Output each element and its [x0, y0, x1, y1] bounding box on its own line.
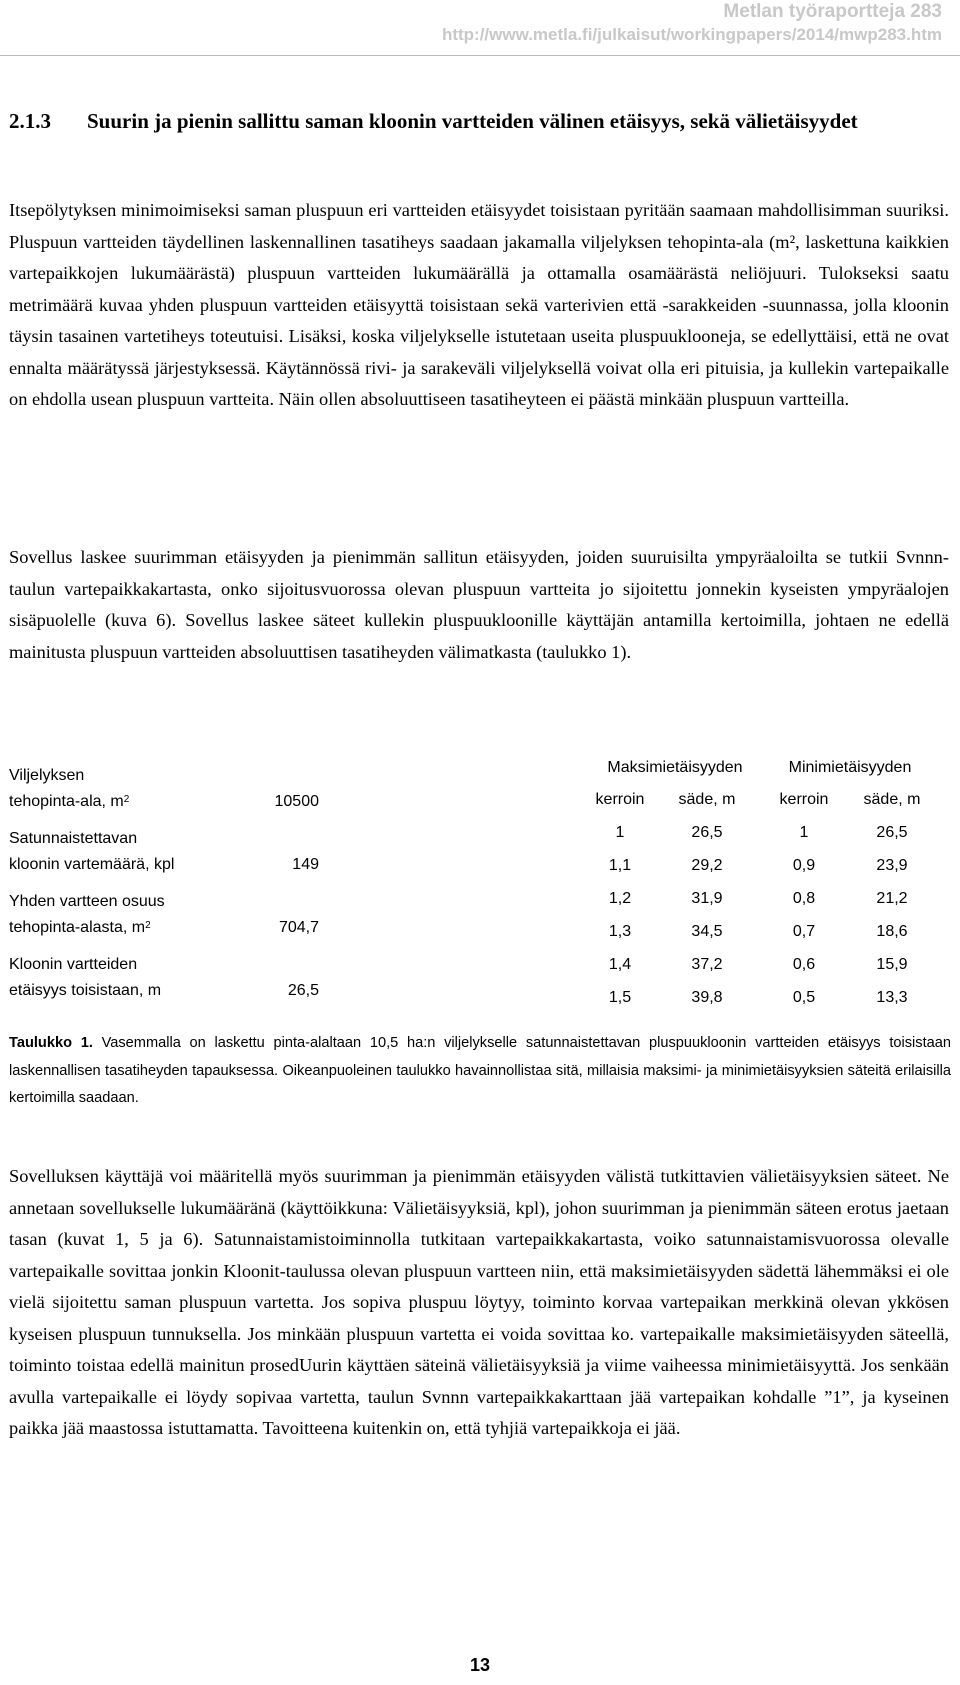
table-cell: 1: [799, 824, 809, 841]
table-cell: 0,9: [792, 857, 816, 874]
table-cell: 0,5: [792, 989, 816, 1006]
table-cell: 34,5: [691, 923, 723, 940]
table-cell: 1,4: [608, 956, 632, 973]
paragraph-1: Itsepölytyksen minimoimiseksi saman pluspuun eri vartteiden etäisyydet toisistaan pyritään saamaan mahdollisimman suuriksi. Pluspuun vartteiden täydellinen laskennallinen tasatiheys saadaan jakamalla viljelyksen tehopinta-ala (m², laskettuna kaikkien vartepaikkojen lukumäärästä) pluspuun vartteiden lukumäärällä ja ottamalla osamäärästä neliöjuuri. Tulokseksi saatu metrimäärä kuvaa yhden pluspuun vartteiden etäisyyttä toisistaan sekä varterivien että -sarakkeiden -suunnassa, jolla kloonin täysin tasainen vartetiheys toteutuisi. Lisäksi, koska viljelykselle istutetaan useita pluspuuklooneja, se edellyttäisi, että ne ovat ennalta määrätyssä järjestyksessä. Käytännössä rivi- ja sarakeväli viljelyksellä voivat olla eri pituisia, ja kullekin vartepaikalle on ehdolla usean pluspuun vartteita. Näin ollen absoluuttiseen tasatiheyteen ei päästä minkään pluspuun vartteilla.: [9, 200, 949, 409]
column-header: säde, m: [678, 791, 736, 808]
table-cell: 37,2: [691, 956, 723, 973]
left-table-row: [9, 763, 319, 815]
table-row: [588, 849, 938, 882]
column-header: kerroin: [779, 791, 829, 808]
min-distance-header: Minimietäisyyden: [788, 759, 912, 776]
table-caption: [9, 1030, 951, 1113]
publication-url[interactable]: http://www.metla.fi/julkaisut/workingpapers/2014/mwp283.htm: [441, 25, 942, 44]
table-cell: 15,9: [876, 956, 908, 973]
table-row: [588, 816, 938, 849]
table-cell: 39,8: [691, 989, 723, 1006]
table-cell: 23,9: [876, 857, 908, 874]
row-label-line2: kloonin vartemäärä, kpl: [9, 856, 175, 873]
caption-label: Taulukko 1.: [9, 1035, 93, 1051]
paragraph-2: Sovellus laskee suurimman etäisyyden ja pienimmän sallitun etäisyyden, joiden suuruisilta ympyräaloilta se tutkii Svnnn-taulun vartepaikkakartasta, onko sijoitusvuorossa olevan pluspuun vartteita jo sijoitettu jonnekin kyseisten ympyräalojen sisäpuolelle (kuva 6). Sovellus laskee säteet kullekin pluspuukloonille käyttäjän antamilla kertoimilla, johtaen ne edellä mainitusta pluspuun vartteiden absoluuttisen tasatiheyden välimatkasta (taulukko 1).: [9, 547, 949, 662]
table-row: [588, 981, 938, 1014]
table-cell: 0,6: [792, 956, 816, 973]
table-row: [588, 948, 938, 981]
row-value: 704,7: [278, 919, 319, 936]
table-row: [588, 882, 938, 915]
row-value: 149: [292, 856, 319, 873]
table-cell: 26,5: [876, 824, 908, 841]
table-cell: 13,3: [876, 989, 908, 1006]
left-table-row: [9, 889, 319, 941]
table-cell: 1,2: [608, 890, 632, 907]
row-label-line2: tehopinta-alasta, m: [9, 919, 146, 936]
table-cell: 1,1: [608, 857, 632, 874]
left-table-row: [9, 826, 319, 878]
table-cell: 0,7: [792, 923, 816, 940]
row-label-line1: Viljelyksen: [9, 767, 85, 784]
caption-text: Vasemmalla on laskettu pinta-alaltaan 10,5 ha:n viljelykselle satunnaistettavan pluspuukloonin vartteiden etäisyys toisistaan laskennallisen tasatiheyden tapauksessa. Oikeanpuoleinen taulukko havainnollistaa sitä, millaisia maksimi- ja minimietäisyyksien säteitä erilaisilla kertoimilla saadaan.: [9, 1035, 951, 1106]
table-row: [588, 915, 938, 948]
sub-header-row: [588, 784, 938, 816]
table-cell: 21,2: [876, 890, 908, 907]
table-cell: 29,2: [691, 857, 723, 874]
row-value: 26,5: [287, 982, 319, 999]
section-title: Suurin ja pienin sallittu saman kloonin vartteiden välinen etäisyys, sekä välietäisyydet: [87, 109, 858, 133]
row-label-line1: Kloonin vartteiden: [9, 956, 138, 973]
series-title: Metlan työraportteja 283: [723, 1, 942, 22]
table-cell: 1,5: [608, 989, 632, 1006]
table-cell: 1: [615, 824, 625, 841]
section-heading: [9, 106, 909, 136]
table-cell: 0,8: [792, 890, 816, 907]
table-cell: 26,5: [691, 824, 723, 841]
max-distance-header: Maksimietäisyyden: [607, 759, 743, 776]
table-cell: 18,6: [876, 923, 908, 940]
column-header: kerroin: [595, 791, 645, 808]
row-label-line2: tehopinta-ala, m: [9, 793, 124, 810]
section-number: 2.1.3: [9, 109, 51, 133]
page-number: 13: [469, 1655, 491, 1675]
left-table: [9, 763, 319, 1015]
paragraph-3: Sovelluksen käyttäjä voi määritellä myös suurimman ja pienimmän etäisyyden välistä tutkittavien välietäisyyksien säteet. Ne annetaan sovellukselle lukumääränä (käyttöikkuna: Välietäisyyksiä, kpl), johon suurimman ja pienimmän säteen erotus jaetaan tasan (kuvat 1, 5 ja 6). Satunnaistamistoiminnolla tutkitaan vartepaikkakartasta, voiko satunnaistamisvuorossa olevalle vartepaikalle sovittaa jonkin Kloonit-taulussa olevan pluspuun vartteen niin, että maksimietäisyyden sädettä lähemmäksi ei ole vielä sijoitettu saman pluspuun vartetta. Jos sopiva pluspuu löytyy, toiminto korvaa vartepaikan merkkinä olevan ykkösen kyseisen pluspuun tunnuksella. Jos minkään pluspuun vartetta ei voida sovittaa ko. vartepaikalle maksimietäisyyden säteellä, toiminto toistaa edellä mainitun prosedUurin käyttäen säteinä välietäisyyksiä ja viime vaiheessa minimietäisyyttä. Jos senkään avulla vartepaikalle ei löydy sopivaa vartetta, taulun Svnnn vartepaikkakarttaan jää vartepaikan kohdalle ”1”, ja kyseinen paikka jää maastossa istuttamatta. Tavoitteena kuitenkin on, että tyhjiä vartepaikkoja ei jää.: [9, 1166, 949, 1438]
row-value: 10500: [274, 793, 319, 810]
header-divider: [0, 55, 960, 56]
left-table-row: [9, 952, 319, 1004]
row-label-line1: Yhden vartteen osuus: [9, 893, 165, 910]
row-label-line2: etäisyys toisistaan, m: [9, 982, 162, 999]
right-table: [588, 752, 938, 1014]
group-header-row: [588, 752, 938, 784]
row-label-line1: Satunnaistettavan: [9, 830, 138, 847]
superscript: 2: [145, 920, 151, 931]
table-cell: 1,3: [608, 923, 632, 940]
page-header: [0, 0, 942, 47]
column-header: säde, m: [863, 791, 921, 808]
table-cell: 31,9: [691, 890, 723, 907]
superscript: 2: [123, 794, 130, 805]
